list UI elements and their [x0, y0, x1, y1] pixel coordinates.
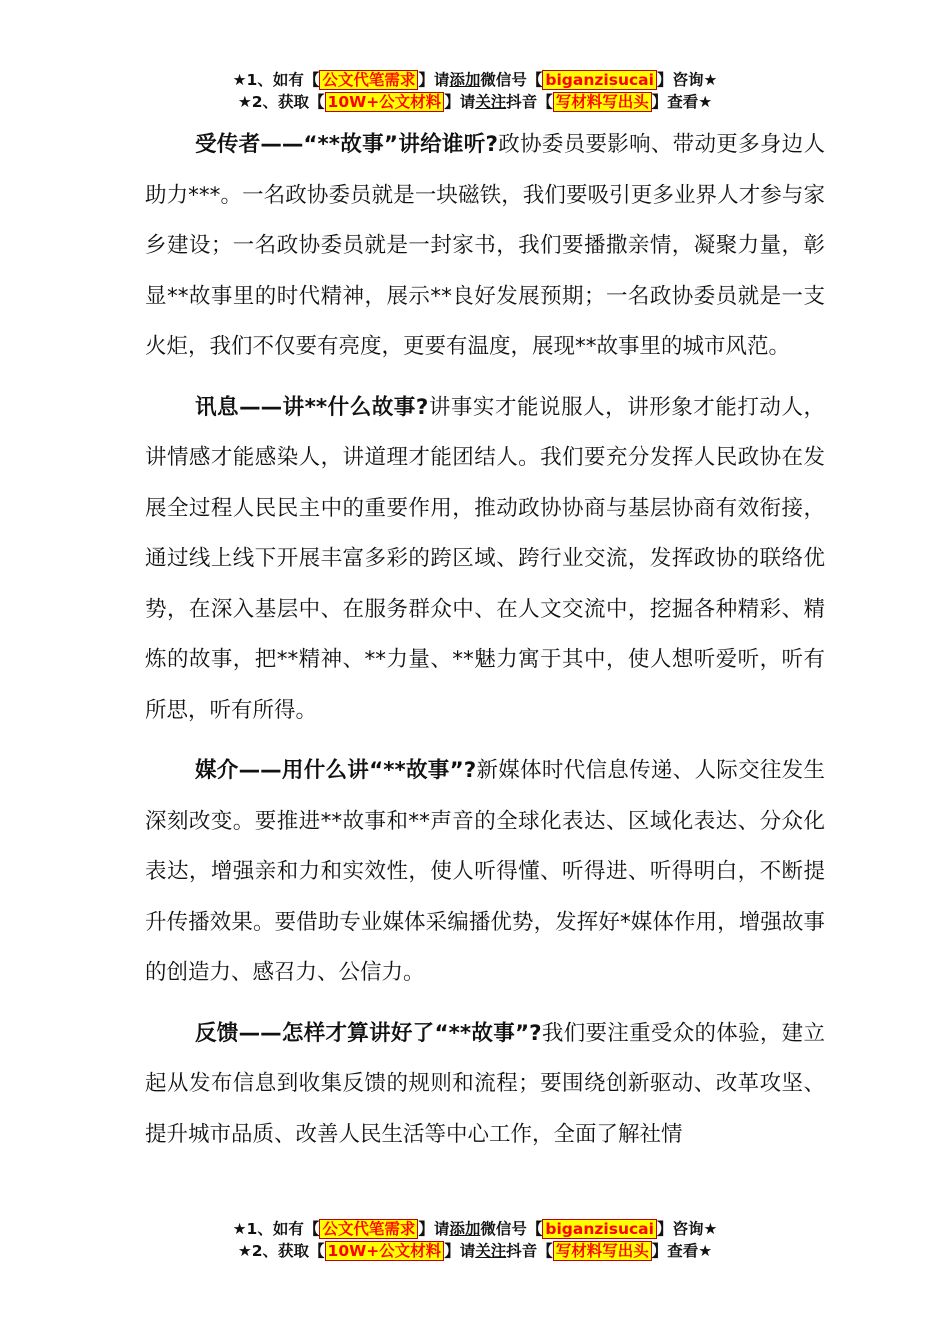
underlined-text: 关注 [475, 93, 507, 111]
document-body [145, 120, 825, 1170]
paragraph-feedback [145, 1009, 825, 1161]
banner-text: 】请 [444, 93, 476, 111]
banner-line-2 [0, 91, 950, 113]
header-banner [0, 69, 950, 113]
banner-text: 2、获取【 [251, 93, 325, 111]
highlight-service: 公文代笔需求 [319, 70, 418, 90]
banner-text: 】请 [418, 1220, 450, 1238]
highlight-douyin-name: 写材料写出头 [553, 1241, 652, 1261]
banner-text: 1、如有【 [246, 1220, 320, 1238]
paragraph-text: 我们要注重受众的体验，建立起从发布信息到收集反馈的规则和流程；要围绕创新驱动、改革攻坚、提升城市品质、改善人民生活等中心工作，全面了解社情 [145, 1020, 825, 1147]
paragraph-audience [145, 120, 825, 373]
banner-text: 微信号【 [480, 1220, 543, 1238]
star-icon: ★ [698, 93, 713, 111]
footer-banner [0, 1218, 950, 1262]
highlight-service: 公文代笔需求 [319, 1219, 418, 1239]
banner-text: 】请 [418, 71, 450, 89]
highlight-wechat-id: biganzisucai [542, 1219, 657, 1239]
underlined-text: 添加 [449, 1220, 481, 1238]
banner-line-1 [0, 1218, 950, 1240]
paragraph-text: 新媒体时代信息传递、人际交往发生深刻改变。要推进**故事和**声音的全球化表达、区域化表达、分众化表达，增强亲和力和实效性，使人听得懂、听得进、听得明白，不断提升传播效果。要借助专业媒体采编播优势，发挥好*媒体作用，增强故事的创造力、感召力、公信力。 [145, 758, 825, 985]
star-icon: ★ [698, 1242, 713, 1260]
banner-line-2 [0, 1240, 950, 1262]
paragraph-message [145, 383, 825, 737]
paragraph-lead: 媒介——用什么讲“**故事”? [195, 758, 477, 783]
highlight-wechat-id: biganzisucai [542, 70, 657, 90]
highlight-douyin-name: 写材料写出头 [553, 92, 652, 112]
banner-text: 】咨询 [656, 1220, 704, 1238]
banner-text: 】查看 [651, 93, 699, 111]
banner-text: 2、获取【 [251, 1242, 325, 1260]
paragraph-lead: 讯息——讲**什么故事? [195, 394, 429, 420]
banner-line-1 [0, 69, 950, 91]
star-icon: ★ [232, 1220, 247, 1238]
banner-text: 】咨询 [656, 71, 704, 89]
paragraph-medium [145, 746, 825, 999]
banner-text: 微信号【 [480, 71, 543, 89]
star-icon: ★ [703, 71, 718, 89]
underlined-text: 添加 [449, 71, 481, 89]
banner-text: 】查看 [651, 1242, 699, 1260]
paragraph-text: 讲事实才能说服人，讲形象才能打动人，讲情感才能感染人，讲道理才能团结人。我们要充分发挥人民政协在发展全过程人民民主中的重要作用，推动政协协商与基层协商有效衔接，通过线上线下开展丰富多彩的跨区域、跨行业交流，发挥政协的联络优势，在深入基层中、在服务群众中、在人文交流中，挖掘各种精彩、精炼的故事，把**精神、**力量、**魅力寓于其中，使人想听爱听，听有所思，听有所得。 [145, 394, 825, 723]
banner-text: 抖音【 [506, 93, 553, 111]
paragraph-text: 政协委员要影响、带动更多身边人助力***。一名政协委员就是一块磁铁，我们要吸引更多业界人才参与家乡建设；一名政协委员就是一封家书，我们要播撒亲情，凝聚力量，彰显**故事里的时代精神，展示**良好发展预期；一名政协委员就是一支火炬，我们不仅要有亮度，更要有温度，展现**故事里的城市风范。 [145, 132, 825, 359]
highlight-materials: 10W+公文材料 [325, 1241, 445, 1261]
highlight-materials: 10W+公文材料 [325, 92, 445, 112]
star-icon: ★ [237, 1242, 252, 1260]
underlined-text: 关注 [475, 1242, 507, 1260]
star-icon: ★ [232, 71, 247, 89]
banner-text: 】请 [444, 1242, 476, 1260]
paragraph-lead: 受传者——“**故事”讲给谁听? [195, 132, 498, 157]
paragraph-lead: 反馈——怎样才算讲好了“**故事”? [195, 1020, 542, 1046]
star-icon: ★ [703, 1220, 718, 1238]
star-icon: ★ [237, 93, 252, 111]
banner-text: 抖音【 [506, 1242, 553, 1260]
banner-text: 1、如有【 [246, 71, 320, 89]
